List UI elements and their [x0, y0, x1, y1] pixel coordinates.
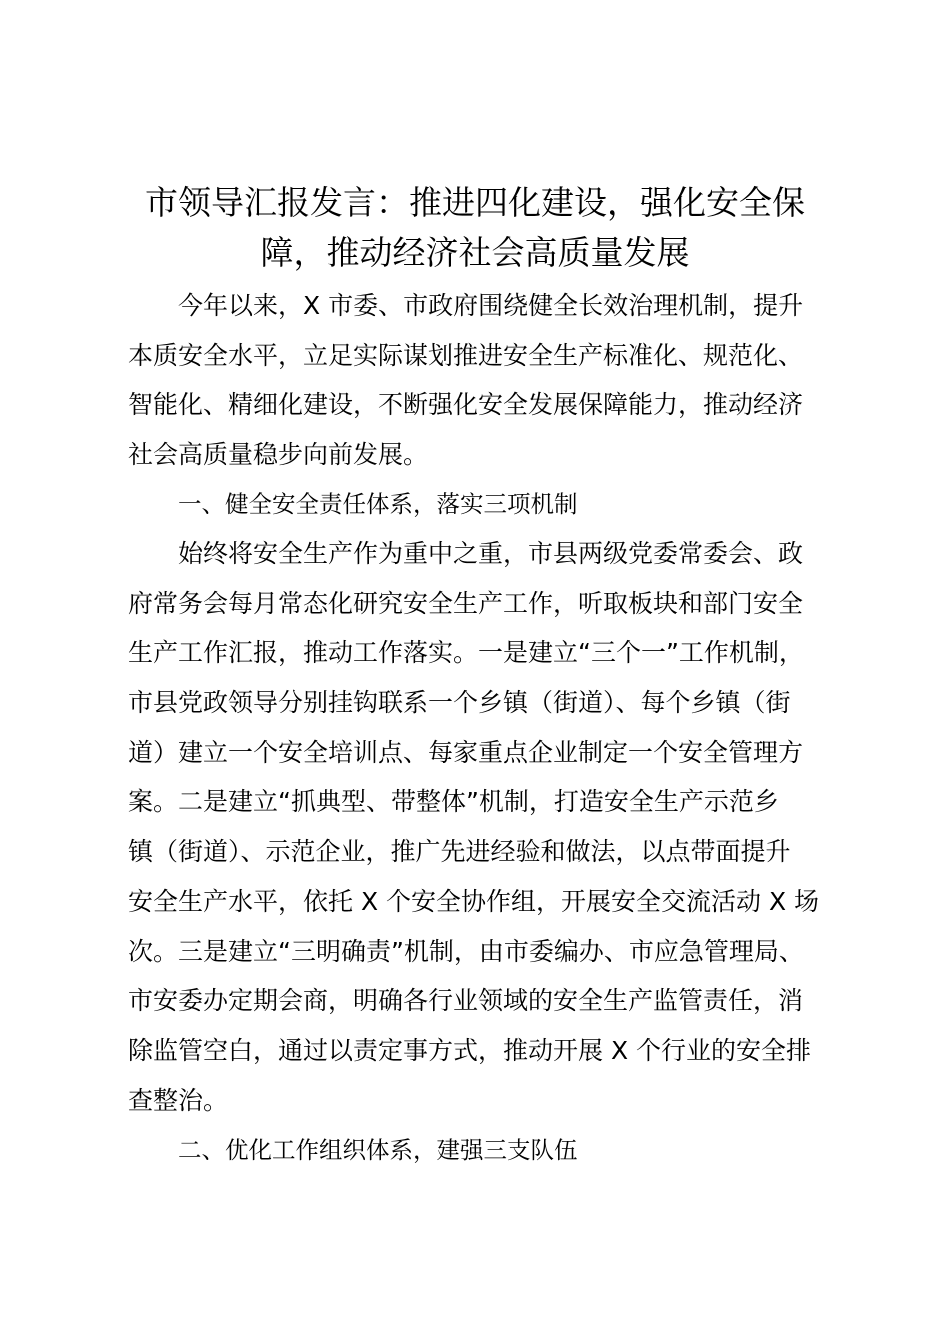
paragraph-line: 社会高质量稳步向前发展。	[128, 440, 429, 470]
document-title	[100, 178, 850, 278]
paragraph-line: 市县党政领导分别挂钩联系一个乡镇（街道）、每个乡镇（街	[128, 688, 791, 718]
paragraph-line: 今年以来，X 市委、市政府围绕健全长效治理机制，提升	[178, 291, 804, 320]
paragraph-line: 安全生产水平，依托 X 个安全协作组，开展安全交流活动 X 场	[128, 886, 820, 916]
section-1-paragraph	[128, 529, 848, 1125]
paragraph-line: 道）建立一个安全培训点、每家重点企业制定一个安全管理方	[128, 737, 804, 767]
paragraph-line: 镇（街道）、示范企业，推广先进经验和做法，以点带面提升	[128, 837, 791, 867]
paragraph-line: 本质安全水平，立足实际谋划推进安全生产标准化、规范化、	[128, 340, 804, 370]
title-line-2: 障，推动经济社会高质量发展	[260, 233, 690, 272]
paragraph-line: 生产工作汇报，推动工作落实。一是建立“三个一”工作机制，	[128, 638, 804, 668]
section-1-heading: 一、健全安全责任体系，落实三项机制	[178, 490, 578, 518]
paragraph-line: 案。二是建立“抓典型、带整体”机制，打造安全生产示范乡	[128, 787, 779, 817]
paragraph-line: 智能化、精细化建设，不断强化安全发展保障能力，推动经济	[128, 390, 804, 420]
section-2-heading: 二、优化工作组织体系，建强三支队伍	[178, 1136, 578, 1164]
paragraph-line: 查整治。	[128, 1085, 229, 1115]
paragraph-line: 市安委办定期会商，明确各行业领域的安全生产监管责任，消	[128, 986, 804, 1016]
title-line-1: 市领导汇报发言：推进四化建设，强化安全保	[145, 183, 805, 222]
paragraph-line: 府常务会每月常态化研究安全生产工作，听取板块和部门安全	[128, 588, 804, 618]
paragraph-line: 次。三是建立“三明确责”机制，由市委编办、市应急管理局、	[128, 936, 804, 966]
intro-paragraph	[128, 281, 848, 480]
paragraph-line: 始终将安全生产作为重中之重，市县两级党委常委会、政	[178, 539, 804, 568]
paragraph-line: 除监管空白，通过以责定事方式，推动开展 X 个行业的安全排	[128, 1035, 812, 1065]
